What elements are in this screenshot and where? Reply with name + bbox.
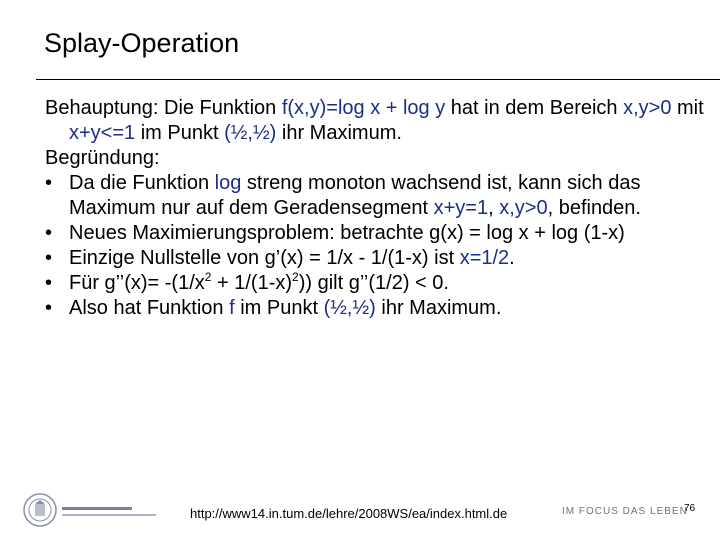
bullet-text: Einzige Nullstelle von g’(x) = 1/x - 1/(1-x) ist [69,247,460,269]
bullet-text: , befinden. [547,197,641,219]
bullet-marker: • [45,272,53,294]
bullet-marker: • [45,222,53,244]
tagline-logo: IM FOCUS DAS LEBEN [562,506,688,517]
page-number: 76 [684,503,696,514]
constraint-condition: x+y<=1 [69,122,136,144]
claim-text: hat in dem Bereich [445,97,624,119]
claim-text: mit [671,97,704,119]
bullet-item [45,171,705,221]
bullet-text: )) gilt g’’(1/2) < 0. [298,272,449,294]
bullet-item [45,221,705,246]
bullet-marker: • [45,297,53,319]
title-divider [36,79,720,80]
university-seal-logo [22,492,58,528]
highlight-root: x=1/2 [459,247,510,269]
highlight-point: (½,½) [323,297,376,319]
highlight-domain: x,y>0 [499,197,548,219]
bullet-item [45,296,705,321]
bullet-text: Da die Funktion [69,172,215,194]
claim-text: im Punkt [135,122,225,144]
bullet-marker: • [45,172,53,194]
bullet-text: ihr Maximum. [375,297,502,319]
bullet-text: Für g’’(x)= -(1/x [69,272,205,294]
highlight-line-segment: x+y=1 [433,197,489,219]
slide-content [45,96,705,321]
highlight-function-name: f [229,297,235,319]
highlight-log: log [214,172,242,194]
exponent: 2 [292,270,299,284]
bullet-text: Neues Maximierungsproblem: betrachte g(x) = log x + log (1-x) [69,222,625,244]
university-wordmark [62,506,158,520]
footer-url: http://www14.in.tum.de/lehre/2008WS/ea/index.html.de [190,506,508,521]
exponent: 2 [204,270,212,284]
claim-text: ihr Maximum. [276,122,402,144]
bullet-item [45,271,705,296]
claim-label: Behauptung: Die Funktion [45,97,282,119]
reason-label: Begründung: [45,147,160,169]
function-definition: f(x,y)=log x + log y [281,97,446,119]
claim-paragraph [45,96,705,146]
bullet-text: Also hat Funktion [69,297,230,319]
bullet-marker: • [45,247,53,269]
maximum-point: (½,½) [224,122,277,144]
bullet-text: + 1/(1-x) [211,272,293,294]
bullet-text: im Punkt [234,297,324,319]
domain-condition: x,y>0 [623,97,672,119]
bullet-item [45,246,705,271]
bullet-text: . [509,247,515,269]
slide-title: Splay-Operation [44,28,240,58]
bullet-text: streng monoton wachsend ist, kann sich das Maximum nur auf dem Geradensegment [69,172,641,219]
bullet-text: , [488,197,500,219]
